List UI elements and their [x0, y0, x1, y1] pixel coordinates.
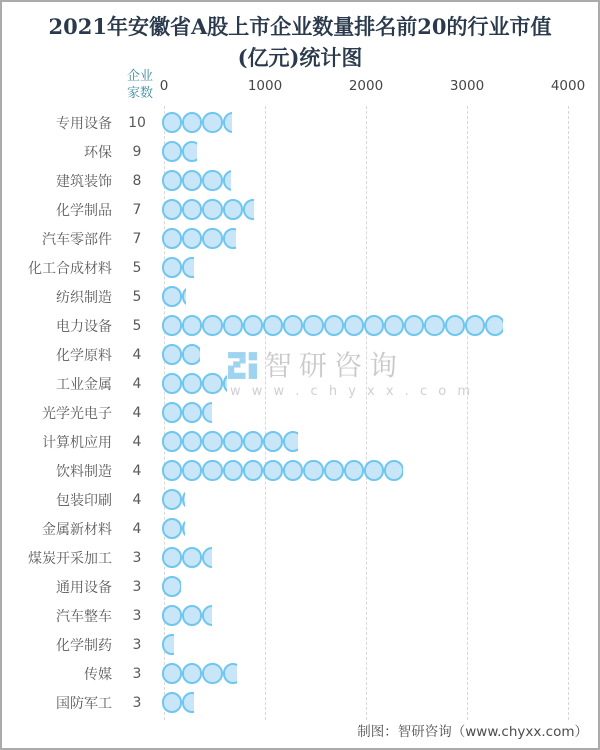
circle-symbol [223, 315, 243, 335]
company-count: 8 [132, 172, 142, 189]
circle-symbol [202, 605, 211, 625]
table-row [2, 456, 598, 485]
category-label: 计算机应用 [42, 434, 112, 451]
circle-symbol [182, 692, 194, 712]
market-value-bar [162, 634, 174, 654]
chart-rows [2, 108, 598, 717]
circle-symbol [263, 431, 283, 451]
category-label: 传媒 [84, 666, 112, 683]
circle-symbol [162, 199, 182, 219]
market-value-bar [162, 576, 181, 596]
circle-symbol [162, 228, 182, 248]
bar-area [162, 315, 598, 335]
circle-symbol [223, 431, 243, 451]
category-label: 化学原料 [56, 347, 112, 364]
chart-title-line1: 2021年安徽省A股上市企业数量排名前20的行业市值 [48, 14, 552, 39]
company-count: 3 [132, 578, 142, 595]
circle-symbol [202, 431, 222, 451]
category-label: 化学制品 [56, 202, 112, 219]
circle-symbol [162, 489, 182, 509]
circle-symbol [162, 518, 182, 538]
company-count: 4 [132, 346, 142, 363]
bar-area [162, 286, 598, 306]
bar-area [162, 460, 598, 480]
company-count: 10 [128, 114, 146, 131]
x-tick-label-1000: 1000 [247, 78, 283, 94]
market-value-bar [162, 286, 186, 306]
market-value-bar [162, 344, 200, 364]
circle-symbol [202, 663, 222, 683]
circle-symbol [202, 228, 222, 248]
circle-symbol [202, 460, 222, 480]
chart-title-line2: (亿元)统计图 [237, 45, 363, 70]
market-value-bar [162, 489, 185, 509]
circle-symbol [223, 228, 237, 248]
circle-symbol [202, 170, 222, 190]
bar-area [162, 605, 598, 625]
table-row [2, 630, 598, 659]
circle-symbol [162, 170, 182, 190]
circle-symbol [162, 373, 182, 393]
circle-symbol [182, 402, 202, 422]
circle-symbol [162, 547, 182, 567]
circle-symbol [364, 460, 384, 480]
table-row [2, 108, 598, 137]
table-row [2, 572, 598, 601]
company-count: 7 [132, 230, 142, 247]
bar-area [162, 692, 598, 712]
company-count: 5 [132, 259, 142, 276]
bar-area [162, 112, 598, 132]
circle-symbol [243, 315, 263, 335]
circle-symbol [162, 576, 181, 596]
company-count: 3 [132, 549, 142, 566]
category-label: 光学光电子 [42, 405, 112, 422]
circle-symbol [182, 431, 202, 451]
circle-symbol [384, 315, 404, 335]
circle-symbol [162, 315, 182, 335]
table-row [2, 282, 598, 311]
circle-symbol [182, 141, 197, 161]
watermark [227, 350, 473, 399]
bar-area [162, 489, 598, 509]
circle-symbol [182, 286, 186, 306]
circle-symbol [243, 199, 255, 219]
table-row [2, 427, 598, 456]
company-count: 4 [132, 462, 142, 479]
bar-area [162, 170, 598, 190]
axis-header-company-count [123, 69, 157, 102]
table-row [2, 195, 598, 224]
footer-credit: 制图：智研咨询（www.chyxx.com） [357, 724, 588, 740]
circle-symbol [182, 489, 185, 509]
table-row [2, 485, 598, 514]
table-row [2, 601, 598, 630]
company-count: 4 [132, 520, 142, 537]
circle-symbol [162, 344, 182, 364]
circle-symbol [162, 141, 182, 161]
category-label: 国防军工 [56, 695, 112, 712]
axis-header-line2: 家数 [126, 85, 153, 101]
circle-symbol [202, 112, 222, 132]
company-count: 3 [132, 665, 142, 682]
circle-symbol [162, 257, 182, 277]
market-value-bar [162, 547, 212, 567]
market-value-bar [162, 431, 298, 451]
category-label: 纺织制造 [56, 289, 112, 306]
bar-area [162, 402, 598, 422]
circle-symbol [465, 315, 485, 335]
circle-symbol [162, 431, 182, 451]
circle-symbol [445, 315, 465, 335]
circle-symbol [485, 315, 503, 335]
circle-symbol [162, 112, 182, 132]
category-label: 环保 [84, 144, 112, 161]
circle-symbol [182, 547, 202, 567]
axis-header-line1: 企业 [126, 69, 153, 84]
company-count: 9 [132, 143, 142, 160]
table-row [2, 166, 598, 195]
bar-area [162, 257, 598, 277]
market-value-bar [162, 663, 237, 683]
bar-area [162, 576, 598, 596]
watermark-url: w w w . c h y x x . c o m [230, 384, 474, 399]
circle-symbol [202, 402, 212, 422]
category-label: 工业金属 [56, 376, 112, 393]
circle-symbol [162, 402, 182, 422]
company-count: 5 [132, 288, 142, 305]
market-value-bar [162, 518, 185, 538]
market-value-bar [162, 257, 194, 277]
bar-area [162, 431, 598, 451]
circle-symbol [223, 460, 243, 480]
circle-symbol [182, 315, 202, 335]
circle-symbol [182, 518, 185, 538]
circle-symbol [283, 431, 298, 451]
bar-area [162, 141, 598, 161]
category-label: 化学制药 [56, 637, 112, 654]
market-value-bar [162, 605, 212, 625]
circle-symbol [202, 373, 222, 393]
bar-area [162, 228, 598, 248]
table-row [2, 659, 598, 688]
bar-area [162, 199, 598, 219]
company-count: 5 [132, 317, 142, 334]
circle-symbol [182, 373, 202, 393]
x-tick-label-4000: 4000 [550, 78, 586, 94]
market-value-bar [162, 692, 194, 712]
circle-symbol [243, 460, 263, 480]
category-label: 专用设备 [56, 115, 112, 132]
company-count: 3 [132, 694, 142, 711]
category-label: 建筑装饰 [56, 173, 112, 190]
circle-symbol [162, 663, 182, 683]
x-tick-label-3000: 3000 [449, 78, 485, 94]
category-label: 通用设备 [56, 579, 112, 596]
x-tick-label-0: 0 [159, 78, 169, 94]
circle-symbol [182, 228, 202, 248]
bar-area [162, 663, 598, 683]
circle-symbol [182, 257, 194, 277]
circle-symbol [162, 286, 182, 306]
market-value-bar [162, 402, 212, 422]
table-row [2, 398, 598, 427]
market-value-bar [162, 228, 236, 248]
company-count: 4 [132, 404, 142, 421]
circle-symbol [303, 315, 323, 335]
circle-symbol [182, 170, 202, 190]
circle-symbol [202, 199, 222, 219]
circle-symbol [162, 605, 182, 625]
category-label: 电力设备 [56, 318, 112, 335]
circle-symbol [223, 170, 232, 190]
table-row [2, 688, 598, 717]
circle-symbol [182, 605, 202, 625]
circle-symbol [344, 315, 364, 335]
bar-area [162, 634, 598, 654]
category-label: 包装印刷 [56, 492, 112, 509]
market-value-bar [162, 315, 503, 335]
market-value-bar [162, 112, 232, 132]
circle-symbol [162, 634, 174, 654]
circle-symbol [182, 344, 200, 364]
circle-symbol [223, 199, 243, 219]
category-label: 饮料制造 [56, 463, 112, 480]
circle-symbol [182, 112, 202, 132]
circle-symbol [384, 460, 403, 480]
company-count: 4 [132, 433, 142, 450]
category-label: 汽车零部件 [42, 231, 112, 248]
market-value-bar [162, 141, 197, 161]
category-label: 化工合成材料 [28, 260, 112, 277]
category-label: 金属新材料 [42, 521, 112, 538]
company-count: 4 [132, 491, 142, 508]
circle-symbol [364, 315, 384, 335]
circle-symbol [223, 663, 238, 683]
market-value-bar [162, 199, 254, 219]
circle-symbol [182, 199, 202, 219]
circle-symbol [263, 460, 283, 480]
circle-symbol [182, 460, 202, 480]
circle-symbol [344, 460, 364, 480]
market-value-bar [162, 373, 227, 393]
company-count: 7 [132, 201, 142, 218]
x-tick-label-2000: 2000 [348, 78, 384, 94]
circle-symbol [182, 663, 202, 683]
company-count: 3 [132, 636, 142, 653]
watermark-brand: 智研咨询 [264, 349, 405, 382]
circle-symbol [283, 315, 303, 335]
table-row [2, 543, 598, 572]
bar-area [162, 547, 598, 567]
company-count: 4 [132, 375, 142, 392]
market-value-bar [162, 460, 403, 480]
watermark-top [227, 350, 473, 381]
company-count: 3 [132, 607, 142, 624]
circle-symbol [263, 315, 283, 335]
zhiyan-logo-icon [227, 350, 258, 381]
circle-symbol [202, 315, 222, 335]
circle-symbol [404, 315, 424, 335]
circle-symbol [162, 692, 182, 712]
circle-symbol [303, 460, 323, 480]
circle-symbol [283, 460, 303, 480]
circle-symbol [223, 112, 232, 132]
circle-symbol [162, 460, 182, 480]
table-row [2, 311, 598, 340]
category-label: 汽车整车 [56, 608, 112, 625]
circle-symbol [202, 547, 211, 567]
market-value-bar [162, 170, 231, 190]
circle-symbol [243, 431, 263, 451]
table-row [2, 224, 598, 253]
circle-symbol [424, 315, 444, 335]
table-row [2, 253, 598, 282]
chart-title [2, 11, 598, 73]
table-row [2, 137, 598, 166]
circle-symbol [324, 460, 344, 480]
table-row [2, 514, 598, 543]
category-label: 煤炭开采加工 [28, 550, 112, 567]
bar-area [162, 518, 598, 538]
circle-symbol [324, 315, 344, 335]
